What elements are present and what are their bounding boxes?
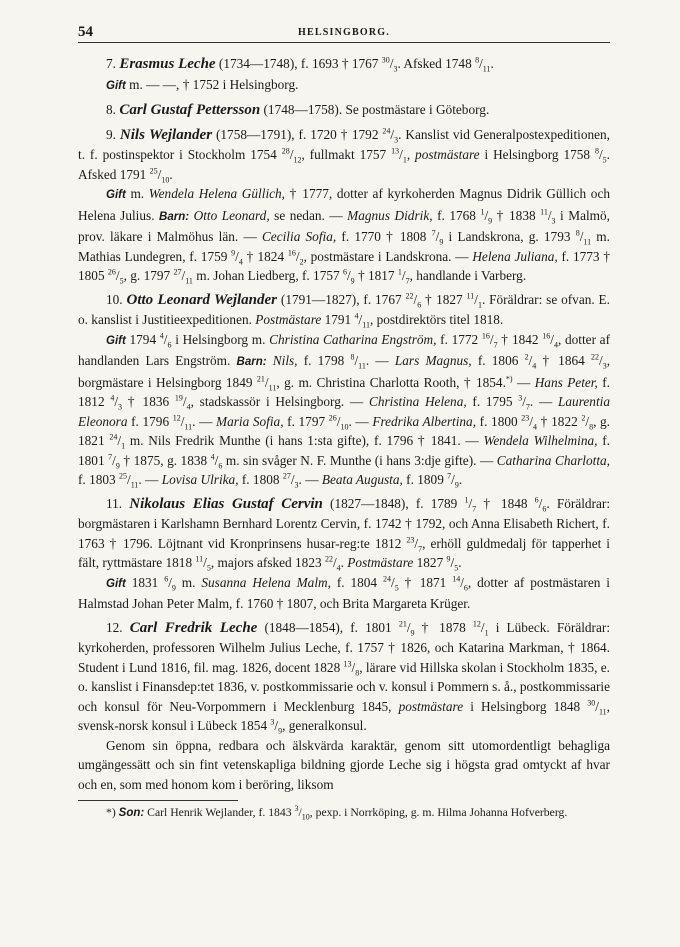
text: (1848—1854), f. 1801 xyxy=(257,619,399,635)
page-number: 54 xyxy=(78,24,93,40)
frac-den: 1 xyxy=(121,441,126,451)
frac-num: 21 xyxy=(398,619,407,629)
text: i Malmö, prov. läkare i Malmöhus län. — xyxy=(78,207,611,244)
entry-8 xyxy=(78,100,610,121)
frac-num: 8 xyxy=(594,146,599,156)
text: Hans Peter, xyxy=(534,374,598,390)
text: f. 1800 xyxy=(476,413,522,429)
text: (1748—1758). Se postmästare i Göteborg. xyxy=(260,102,490,117)
entry-7: 7. Erasmus Leche (1734—1748), f. 1693 † 1767 $^{30}/_3$. Afsked 1748 $^8/_{11}$. xyxy=(106,55,494,74)
text: f. 1812 xyxy=(78,374,611,409)
text: m. sin svåger N. F. Munthe (i hans 3:dje gifte). — xyxy=(222,452,497,468)
person-name: Otto Leonard Wejlander xyxy=(126,291,278,308)
text: , postmästare i Landskrona. — xyxy=(303,248,473,264)
frac-num: 24 xyxy=(382,574,391,584)
text: Postmästare xyxy=(255,312,322,327)
entry-number: 8. xyxy=(106,102,116,117)
text: Laurentia Eleonora xyxy=(78,394,610,429)
frac-den: 5 xyxy=(206,563,211,573)
text: i Helsingborg 1848 xyxy=(463,698,588,714)
gift-label: Gift xyxy=(106,577,126,590)
frac-num: 23 xyxy=(406,535,415,545)
frac-den: 10 xyxy=(161,175,170,185)
text: — xyxy=(512,374,535,390)
footnote: *) Son: Carl Henrik Wejlander, f. 1843 $^3/_{10}$, pexp. i Norrköping, g. m. Hilma Johanna Hofverberg. xyxy=(106,804,568,822)
text: Beata Augusta, xyxy=(321,472,403,487)
text: . Afsked 1791 xyxy=(78,147,610,182)
text: . xyxy=(458,555,462,570)
frac-num: 26 xyxy=(328,413,337,423)
text: , g. m. Christina Charlotta Rooth, † 1854. xyxy=(276,374,506,390)
frac-den: 7 xyxy=(405,276,410,286)
text: f. 1768 xyxy=(432,207,481,223)
text: m. Johan Liedberg, f. 1757 xyxy=(192,268,343,283)
frac-den: 8 xyxy=(355,668,360,678)
frac-den: 9 xyxy=(350,276,355,286)
frac-num: 4 xyxy=(354,311,359,321)
frac-den: 1 xyxy=(484,628,489,638)
text: Wendela Wilhelmina, xyxy=(483,433,598,448)
text: . Föräldrar: se ofvan. E. o. kanslist i Justitieexpeditionen. xyxy=(78,291,611,327)
frac-den: 11 xyxy=(268,383,277,393)
frac-den: 11 xyxy=(362,320,370,330)
frac-den: 11 xyxy=(130,480,139,490)
text: Catharina Charlotta, xyxy=(496,452,610,468)
frac-num: 24 xyxy=(109,432,118,442)
text: † 1836 xyxy=(122,394,175,409)
frac-den: 3 xyxy=(551,216,556,226)
frac-num: 8 xyxy=(475,55,480,65)
text: Magnus Didrik, xyxy=(347,207,433,223)
text: † 1842 xyxy=(497,331,543,347)
footnote-marker: *) xyxy=(106,806,116,819)
text: 1791 xyxy=(321,312,355,327)
text: m. Nils Fredrik Munthe (i hans 1:sta gifte), f. 1796 † 1841. — xyxy=(125,433,484,448)
text: † 1817 xyxy=(354,268,398,283)
text: m. — —, † 1752 i Helsingborg. xyxy=(125,76,299,92)
frac-num: 2 xyxy=(524,352,529,362)
frac-num: 6 xyxy=(164,574,169,584)
frac-den: 5 xyxy=(454,563,459,573)
text: , postdirektörs titel 1818. xyxy=(369,312,504,327)
entry-9: 9. Nils Wejlander (1758—1791), f. 1720 † 1792 $^{24}/_3$. Kanslist vid Generalpostexpeditionen, t. f. postinspektor i Stockholm 1754 $^{28}/_{12}$, fullmakt 1757 $^{13}/_1$, postmästare i Helsingborg 1758 $^8/_5$. Afsked 1791 $^{25}/_{10}$. xyxy=(78,126,611,185)
text: i Lübeck. Föräldrar: kyrkoherden, professoren Wilhelm Julius Leche, f. 1757 † 1826, och Katarina Markman, † 1864. Student i Lund 1816, fil. mag. 1826, docent 1828 xyxy=(78,619,611,675)
person-name: Nils Wejlander xyxy=(119,126,213,143)
text: (1791—1827), f. 1767 xyxy=(277,291,406,307)
frac-num: 3 xyxy=(518,393,523,403)
text: postmästare xyxy=(415,147,480,162)
text: m. Mathias Lundegren, f. 1759 xyxy=(78,229,610,264)
frac-den: 5 xyxy=(119,276,124,286)
frac-num: 11 xyxy=(195,554,204,564)
entry-11: 11. Nikolaus Elias Gustaf Cervin (1827—1848), f. 1789 $^1/_7$ † 1848 $^6/_6$. Föräldrar: borgmästaren i Karlshamn Bernhard Lorentz Cervin, f. 1742 † 1792, och Anna Elisabeth Richert, f. 1763 † 1796. Löjtnant vid Kronprinsens husar-reg:te 1812 $^{23}/_7$, erhöll guldmedalj för tapperhet i fält, ryttmästare 1818 $^{11}/_5$, majors afsked 1823 $^{22}/_4$. Postmästare 1827 $^9/_5$. xyxy=(78,495,611,573)
frac-num: 9 xyxy=(231,248,236,258)
text: † 1822 xyxy=(536,413,582,429)
text: f. 1806 xyxy=(471,353,525,368)
entry-7-gift xyxy=(78,75,610,97)
frac-den: 11 xyxy=(185,276,193,286)
text: , pexp. i Norrköping, g. m. Hilma Johanna Hofverberg. xyxy=(309,806,568,819)
frac-num: 30 xyxy=(381,55,390,65)
text: Helena Juliana, xyxy=(472,248,558,264)
frac-num: 23 xyxy=(521,413,530,423)
frac-num: 3 xyxy=(294,804,299,814)
frac-den: 10 xyxy=(301,812,310,822)
text: Christina Helena, xyxy=(368,394,467,409)
text: Lars Magnus, xyxy=(394,353,472,368)
text: Christina Catharina Engström, xyxy=(269,331,437,347)
text: f. 1809 xyxy=(402,472,448,487)
frac-num: 3 xyxy=(270,717,275,727)
entry-9-gift: Gift m. Wendela Helena Güllich, † 1777, dotter af kyrkoherden Magnus Didrik Güllich och Helena Julius. Barn: Otto Leonard, se nedan. — Magnus Didrik, f. 1768 $^1/_9$ † 1838 $^{11}/_3$ i Malmö, prov. läkare i Malmöhus län. — Cecilia Sofia, f. 1770 † 1808 $^7/_9$ i Landskrona, g. 1793 $^8/_{11}$ m. Mathias Lundegren, f. 1759 $^9/_4$ † 1824 $^{16}/_2$, postmästare i Landskrona. — Helena Juliana, f. 1773 † 1805 $^{26}/_5$, g. 1797 $^{27}/_{11}$ m. Johan Liedberg, f. 1757 $^6/_9$ † 1817 $^1/_7$, handlande i Varberg. xyxy=(78,186,611,286)
frac-num: 30 xyxy=(587,698,596,708)
text: † 1875, g. 1838 xyxy=(119,452,211,468)
running-head: HELSINGBORG. xyxy=(298,27,390,38)
text: , dotter af postmästaren i Halmstad Johan Peter Malm, f. 1760 † 1807, och Brita Margareta Krüger. xyxy=(78,574,610,611)
frac-num: 27 xyxy=(282,471,291,481)
son-label: Son: xyxy=(118,807,145,819)
text: f. 1803 xyxy=(78,472,119,487)
frac-den: 11 xyxy=(358,361,366,371)
frac-num: 25 xyxy=(149,166,158,176)
frac-num: 24 xyxy=(382,126,391,136)
text: 1794 xyxy=(125,331,160,347)
frac-den: 6 xyxy=(463,583,468,593)
gift-label: Gift xyxy=(106,334,126,347)
text: m. xyxy=(125,186,149,201)
frac-den: 11 xyxy=(482,64,491,74)
entry-number: 12. xyxy=(106,619,123,635)
text: , majors afsked 1823 xyxy=(210,555,325,570)
frac-den: 7 xyxy=(525,402,530,412)
text: , svensk-norsk konsul i Lübeck 1854 xyxy=(78,698,610,733)
frac-num: 22 xyxy=(590,352,599,362)
text: † 1871 xyxy=(398,574,453,590)
entry-12: 12. Carl Fredrik Leche (1848—1854), f. 1801 $^{21}/_9$ † 1878 $^{12}/_1$ i Lübeck. Föräldrar: kyrkoherden, professoren Wilhelm Julius Leche, f. 1757 † 1826, och Katarina Markman, † 1864. Student i Lund 1816, fil. mag. 1826, docent 1828 $^{13}/_8$, lärare vid Hillska skolan i Stockholm 1835, e. o. kanslist i Finansdep:tet 1836, v. postkommissarie och v. konsul i Pommern s. å., postkommissarie och konsul för Neu-Vorpommern i Mecklenburg 1845, postmästare i Helsingborg 1848 $^{30}/_{11}$, svensk-norsk konsul i Lübeck 1854 $^3/_9$, generalkonsul. xyxy=(78,619,611,736)
gift-label: Gift xyxy=(106,189,126,201)
text: , g. 1821 xyxy=(78,413,610,448)
text: . — xyxy=(529,394,559,409)
text: , handlande i Varberg. xyxy=(409,268,527,283)
text: f. 1798 xyxy=(297,353,351,368)
footnote-ref: *) xyxy=(505,374,513,384)
entry-number: 10. xyxy=(106,291,123,307)
text: . xyxy=(458,472,463,487)
text: , borgmästare i Helsingborg 1849 xyxy=(78,353,611,390)
frac-den: 8 xyxy=(589,422,594,432)
text: . — xyxy=(298,472,322,487)
frac-num: 4 xyxy=(110,393,115,403)
frac-num: 1 xyxy=(480,207,485,217)
frac-num: 2 xyxy=(581,413,586,423)
frac-num: 6 xyxy=(534,495,539,505)
text: f. 1808 xyxy=(238,472,283,487)
frac-den: 9 xyxy=(439,237,444,247)
frac-den: 10 xyxy=(340,422,349,432)
frac-den: 6 xyxy=(417,300,422,310)
person-name: Nikolaus Elias Gustaf Cervin xyxy=(129,495,323,512)
text: (1827—1848), f. 1789 xyxy=(322,495,465,511)
frac-num: 25 xyxy=(119,471,127,481)
text: , fullmakt 1757 xyxy=(301,147,392,162)
text: f. 1796 xyxy=(127,413,173,429)
text: . — xyxy=(348,413,373,429)
text: Fredrika Albertina, xyxy=(372,413,477,429)
text: 1831 xyxy=(125,574,165,590)
text: Afsked 1748 xyxy=(403,56,476,71)
entry-10: 10. Otto Leonard Wejlander (1791—1827), f. 1767 $^{22}/_6$ † 1827 $^{11}/_1$. Föräldrar: se ofvan. E. o. kanslist i Justitieexpeditionen. Postmästare 1791 $^4/_{11}$, postdirektörs titel 1818. xyxy=(78,291,611,330)
header-rule xyxy=(78,42,610,43)
frac-den: 4 xyxy=(553,340,558,350)
text: f. 1770 † 1808 xyxy=(336,229,432,244)
barn-label: Barn: xyxy=(236,356,267,368)
frac-num: 1 xyxy=(464,495,469,505)
frac-den: 4 xyxy=(532,422,537,432)
text: Lovisa Ulrika, xyxy=(161,472,239,487)
text: Otto Leonard, xyxy=(189,207,270,223)
frac-den: 6 xyxy=(542,504,547,514)
frac-den: 5 xyxy=(394,583,399,593)
frac-num: 7 xyxy=(447,471,452,481)
frac-num: 12 xyxy=(172,413,181,423)
frac-num: 4 xyxy=(159,331,164,341)
text: m. xyxy=(175,574,202,590)
text: i Landskrona, g. 1793 xyxy=(443,229,576,244)
text: . — xyxy=(365,353,395,368)
frac-den: 9 xyxy=(488,216,493,226)
text: † 1824 xyxy=(242,248,288,264)
frac-num: 21 xyxy=(256,374,265,384)
text: . Föräldrar: borgmästaren i Karlshamn Bernhard Lorentz Cervin, f. 1742 † 1792, och Anna Elisabeth Richert, f. 1763 † 1796. Löjtnant vid Kronprinsens husar-reg:te 1812 xyxy=(78,495,611,551)
text: , g. 1797 xyxy=(123,268,174,283)
frac-den: 9 xyxy=(115,461,120,471)
text: f. 1797 xyxy=(283,413,329,429)
text: Maria Sofia, xyxy=(216,413,284,429)
entry-10-gift: Gift 1794 $^4/_6$ i Helsingborg m. Christina Catharina Engström, f. 1772 $^{16}/_7$ † 1842 $^{16}/_4$, dotter af handlanden Lars Engström. Barn: Nils, f. 1798 $^8/_{11}$. — Lars Magnus, f. 1806 $^2/_4$ † 1864 $^{22}/_3$, borgmästare i Helsingborg 1849 $^{21}/_{11}$, g. m. Christina Charlotta Rooth, † 1854.*) — Hans Peter, f. 1812 $^4/_3$ † 1836 $^{19}/_4$, stadskassör i Helsingborg. — Christina Helena, f. 1795 $^3/_7$. — Laurentia Eleonora f. 1796 $^{12}/_{11}$. — Maria Sofia, f. 1797 $^{26}/_{10}$. — Fredrika Albertina, f. 1800 $^{23}/_4$ † 1822 $^2/_8$, g. 1821 $^{24}/_1$ m. Nils Fredrik Munthe (i hans 1:sta gifte), f. 1796 † 1841. — Wendela Wilhelmina, f. 1801 $^7/_9$ † 1875, g. 1838 $^4/_6$ m. sin svåger N. F. Munthe (i hans 3:dje gifte). — Catharina Charlotta, f. 1803 $^{25}/_{11}$. — Lovisa Ulrika, f. 1808 $^{27}/_3$. — Beata Augusta, f. 1809 $^7/_9$. xyxy=(78,331,611,490)
frac-num: 1 xyxy=(397,267,402,277)
text: . — xyxy=(138,472,162,487)
frac-den: 3 xyxy=(118,402,123,412)
frac-den: 11 xyxy=(583,237,592,247)
frac-num: 16 xyxy=(287,248,296,258)
person-name: Carl Gustaf Pettersson xyxy=(119,102,261,118)
text: 1827 xyxy=(413,555,447,570)
person-name: Erasmus Leche xyxy=(119,56,216,72)
entry-12-continuation: Genom sin öppna, redbara och älskvärda karaktär, genom sitt utomordentligt behagliga umgängessätt och sin fint vetenskapliga bildning gjorde Leche sig i högsta grad omtyckt af hvar och en, som med honom kom i beröring, liksom xyxy=(78,737,610,792)
frac-den: 9 xyxy=(410,628,415,638)
text: postmästare xyxy=(398,698,464,714)
frac-num: 12 xyxy=(472,619,481,629)
text: , generalkonsul. xyxy=(282,718,367,733)
person-name: Carl Fredrik Leche xyxy=(129,619,258,636)
frac-den: 7 xyxy=(472,504,477,514)
text: , lärare vid Hillska skolan i Stockholm 1835, e. o. kanslist i Finansdep:tet 1836, v. postkommissarie och v. konsul i Pommern s. å., postkommissarie och konsul för Neu-Vorpommern i Mecklenburg 1845, xyxy=(78,659,611,714)
entry-number: 11. xyxy=(106,495,123,511)
text: i Helsingborg 1758 xyxy=(479,147,595,162)
text: , stadskassör i Helsingborg. — xyxy=(190,394,369,409)
text: † 1838 xyxy=(492,207,541,223)
frac-den: 1 xyxy=(402,155,407,165)
frac-den: 7 xyxy=(493,340,498,350)
frac-den: 2 xyxy=(299,257,304,267)
barn-label: Barn: xyxy=(159,210,190,223)
text: † 1878 xyxy=(414,619,473,635)
text: Susanna Helena Malm, xyxy=(201,574,331,590)
frac-num: 11 xyxy=(466,291,475,301)
frac-num: 28 xyxy=(281,146,290,156)
text: . — xyxy=(192,413,216,429)
entry-number: 9. xyxy=(106,126,116,142)
text: , erhöll guldmedalj för tapperhet i fält, ryttmästare 1818 xyxy=(78,535,610,570)
frac-num: 13 xyxy=(343,659,352,669)
frac-den: 3 xyxy=(393,64,398,74)
gift-label: Gift xyxy=(106,79,126,92)
text: Cecilia Sofia, xyxy=(261,229,337,244)
text: , dotter af handlanden Lars Engström. xyxy=(78,331,611,368)
frac-num: 9 xyxy=(446,554,451,564)
text: f. 1773 † 1805 xyxy=(78,248,610,283)
frac-den: 4 xyxy=(186,402,191,412)
frac-num: 4 xyxy=(210,452,215,462)
body-text xyxy=(78,50,610,821)
text: † 1864 xyxy=(536,353,591,368)
frac-num: 22 xyxy=(324,554,333,564)
frac-den: 1 xyxy=(477,300,482,310)
frac-den: 4 xyxy=(238,257,243,267)
frac-num: 8 xyxy=(350,352,355,362)
text: . xyxy=(340,555,348,570)
frac-num: 7 xyxy=(431,228,436,238)
text: Carl Henrik Wejlander, f. 1843 xyxy=(144,806,295,819)
frac-den: 9 xyxy=(278,726,283,736)
text: i Helsingborg m. xyxy=(171,331,270,347)
frac-den: 3 xyxy=(394,135,399,145)
text: , xyxy=(406,147,416,162)
frac-num: 11 xyxy=(540,207,548,217)
entry-number: 7. xyxy=(106,56,116,71)
frac-den: 11 xyxy=(184,422,193,432)
footnote-rule xyxy=(78,800,238,801)
frac-num: 16 xyxy=(542,331,551,341)
text: . Kanslist vid Generalpostexpeditionen, t. f. postinspektor i Stockholm 1754 xyxy=(78,126,611,162)
frac-den: 3 xyxy=(294,480,299,490)
frac-den: 6 xyxy=(218,461,223,471)
text: † 1848 xyxy=(476,495,535,511)
frac-num: 14 xyxy=(452,574,461,584)
text: f. 1801 xyxy=(78,433,610,468)
frac-den: 9 xyxy=(171,583,176,593)
text: f. 1772 xyxy=(436,331,482,347)
frac-num: 6 xyxy=(342,267,347,277)
frac-num: 8 xyxy=(575,228,580,238)
text: f. 1804 xyxy=(330,574,383,590)
frac-num: 16 xyxy=(481,331,490,341)
frac-num: 22 xyxy=(405,291,414,301)
frac-den: 7 xyxy=(418,544,423,554)
frac-den: 6 xyxy=(167,340,172,350)
frac-num: 19 xyxy=(174,393,183,403)
text: (1734—1748), f. 1693 † 1767 xyxy=(215,56,382,71)
text: (1758—1791), f. 1720 † 1792 xyxy=(212,126,383,142)
text: Postmästare xyxy=(347,555,414,570)
frac-den: 9 xyxy=(454,480,459,490)
text: † 1827 xyxy=(421,291,467,307)
text: se nedan. — xyxy=(269,207,348,223)
frac-num: 7 xyxy=(108,452,113,462)
frac-num: 13 xyxy=(391,146,400,156)
page-header xyxy=(78,24,610,42)
frac-num: 26 xyxy=(107,267,116,277)
frac-den: 5 xyxy=(602,155,607,165)
frac-den: 4 xyxy=(336,563,341,573)
frac-den: 4 xyxy=(532,361,537,371)
text: f. 1795 xyxy=(466,394,519,409)
text: Nils, xyxy=(266,353,298,368)
entry-11-gift: Gift 1831 $^6/_9$ m. Susanna Helena Malm, f. 1804 $^{24}/_5$ † 1871 $^{14}/_6$, dotter af postmästaren i Halmstad Johan Peter Malm, f. 1760 † 1807, och Brita Margareta Krüger. xyxy=(78,574,610,611)
text: Wendela Helena Güllich, xyxy=(148,186,286,201)
frac-num: 27 xyxy=(173,267,182,277)
frac-den: 3 xyxy=(602,361,607,371)
frac-den: 11 xyxy=(598,707,607,717)
text: † 1777, dotter af kyrkoherden Magnus Didrik Güllich och Helena Julius. xyxy=(78,186,610,223)
frac-den: 12 xyxy=(293,155,302,165)
